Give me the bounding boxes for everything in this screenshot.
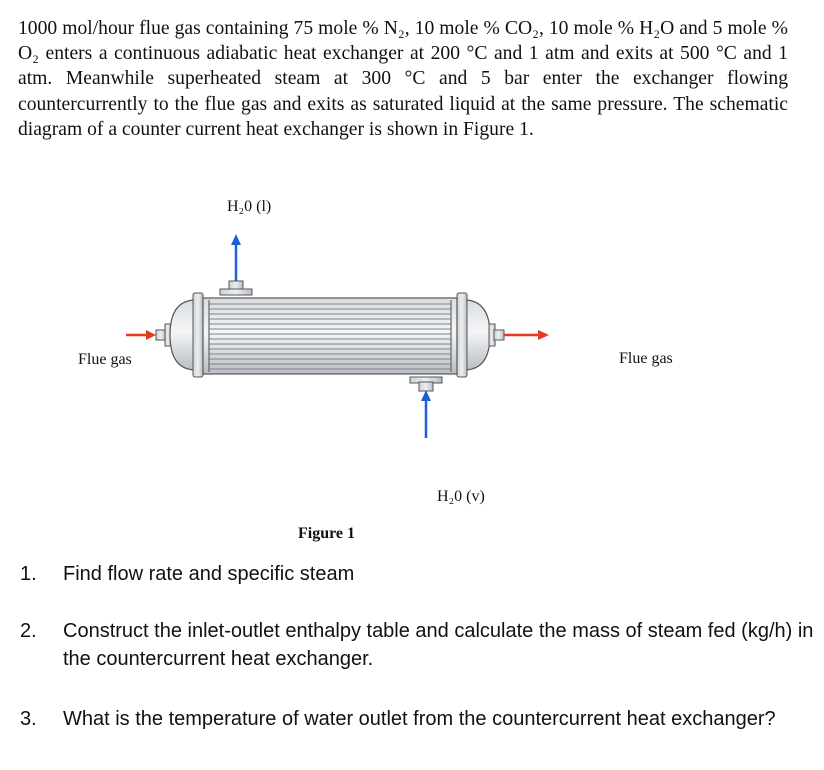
- right-flange: [457, 293, 467, 377]
- bottom-water-inlet: [410, 377, 442, 438]
- question-text: What is the temperature of water outlet from the countercurrent heat exchanger?: [63, 708, 776, 730]
- flue-inlet-arrow-head: [146, 330, 156, 340]
- top-water-label: H₂0 (l): [227, 198, 272, 215]
- right-flue-outlet: [464, 300, 549, 370]
- figure-caption: Figure 1: [298, 525, 356, 542]
- water-inlet-arrow-head: [421, 390, 431, 401]
- question-number: 2.: [20, 620, 37, 642]
- left-flange: [193, 293, 203, 377]
- question-number: 3.: [20, 708, 37, 730]
- question-number: 1.: [20, 563, 37, 585]
- problem-statement: 1000 mol/hour flue gas containing 75 mole % N₂, 10 mole % CO₂, 10 mole % H₂O and 5 mole % O₂ enters a continuous adiabatic heat exchanger at 200 °C and 1 atm and exits at 500 °C and 1 atm. Meanwhile superheated steam at 300 °C and 5 bar enter the exchanger flowing countercurrently to the flue gas and exits as saturated liquid at the same pressure. The schematic diagram of a counter current heat exchanger is shown in Figure 1.: [18, 18, 788, 140]
- right-flue-gas-label: Flue gas: [619, 350, 673, 367]
- top-water-outlet: [220, 234, 252, 295]
- bottom-water-label: H₂0 (v): [437, 488, 485, 505]
- question-text: Find flow rate and specific steam: [63, 563, 355, 585]
- question-text: Construct the inlet-outlet enthalpy table and calculate the mass of steam fed (kg/h) in the countercurrent heat exchanger.: [63, 620, 814, 670]
- flue-outlet-arrow-head: [538, 330, 549, 340]
- water-outlet-arrow-head: [231, 234, 241, 245]
- left-flue-gas-label: Flue gas: [78, 351, 132, 368]
- left-flue-inlet: [126, 300, 196, 370]
